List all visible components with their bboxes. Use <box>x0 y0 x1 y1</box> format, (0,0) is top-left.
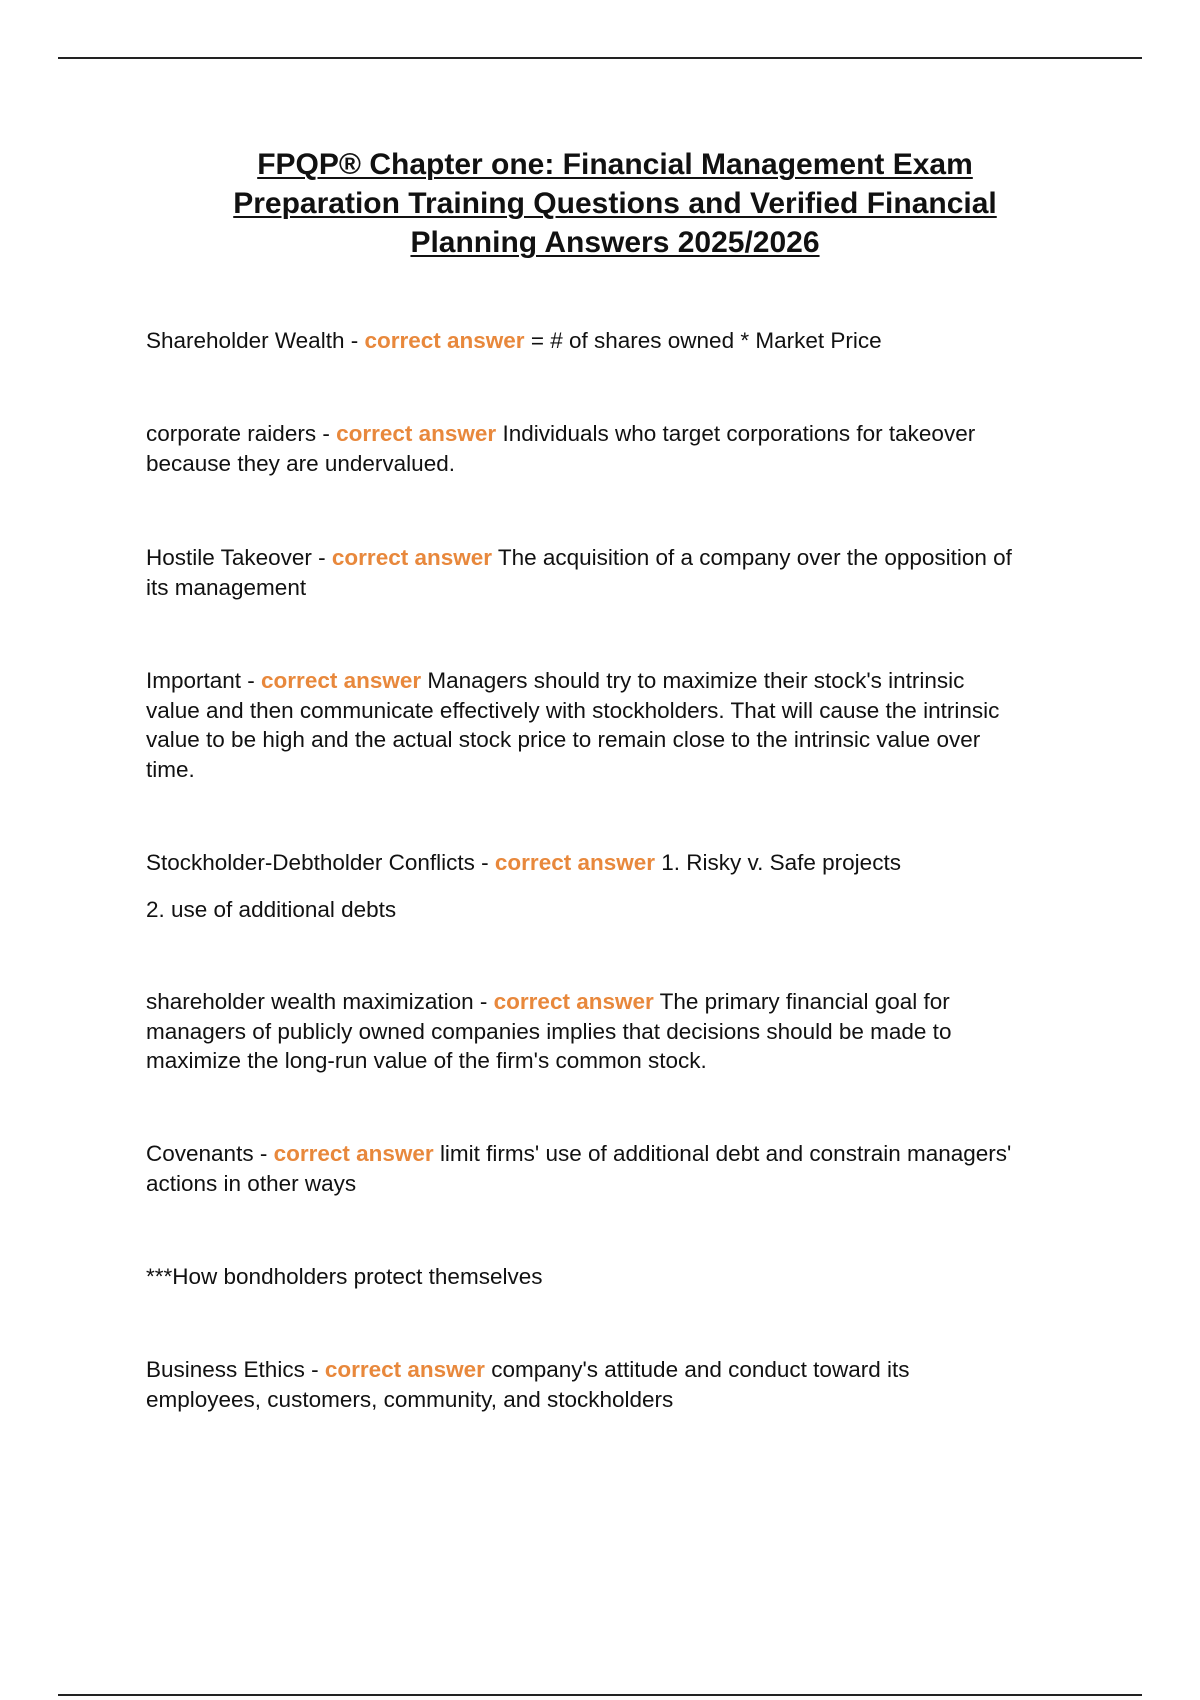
qa-entry <box>146 419 1086 478</box>
qa-entry <box>146 987 1086 1076</box>
qa-answer: The acquisition of a company over the opposition of <box>497 545 1012 570</box>
qa-answer-continuation: value and then communicate effectively with stockholders. That will cause the intrinsic <box>146 697 1000 723</box>
qa-separator: - <box>304 1357 325 1382</box>
qa-entry-note <box>146 1262 1086 1292</box>
qa-separator: - <box>344 328 365 353</box>
qa-first-line <box>146 326 1086 356</box>
qa-answer-continuation: employees, customers, community, and stockholders <box>146 1386 674 1412</box>
correct-answer-label: correct answer <box>261 668 422 693</box>
qa-term: shareholder wealth maximization <box>146 989 474 1014</box>
qa-separator: - <box>474 850 495 875</box>
qa-first-line <box>146 419 1086 449</box>
correct-answer-label: correct answer <box>336 421 497 446</box>
qa-separator: - <box>473 989 494 1014</box>
title-line: Preparation Training Questions and Verified Financial <box>233 187 997 220</box>
qa-answer-continuation: maximize the long-run value of the firm's common stock. <box>146 1048 707 1073</box>
qa-term: corporate raiders <box>146 421 317 446</box>
qa-answer: company's attitude and conduct toward its <box>491 1357 910 1382</box>
qa-first-line <box>146 1355 1086 1385</box>
qa-separator: - <box>316 421 337 446</box>
qa-entry <box>146 1139 1086 1198</box>
qa-entry <box>146 666 1086 784</box>
qa-entry-note <box>146 895 1086 925</box>
correct-answer-label: correct answer <box>331 545 493 570</box>
qa-separator: - <box>253 1141 274 1166</box>
qa-entry <box>146 1355 1086 1414</box>
document-title <box>150 145 1080 262</box>
qa-answer-continuation: because they are undervalued. <box>146 450 455 476</box>
qa-first-line <box>146 987 1086 1017</box>
qa-note-text: ***How bondholders protect themselves <box>146 1264 543 1289</box>
correct-answer-label: correct answer <box>273 1141 434 1166</box>
qa-first-line <box>146 666 1086 696</box>
qa-answer-continuation: value to be high and the actual stock price to remain close to the intrinsic value over <box>146 727 981 752</box>
title-line: Planning Answers 2025/2026 <box>410 226 820 259</box>
top-rule <box>58 57 1142 59</box>
correct-answer-label: correct answer <box>364 328 525 353</box>
qa-answer: = # of shares owned * Market Price <box>530 328 882 353</box>
qa-term: Covenants <box>146 1141 254 1166</box>
qa-entry <box>146 543 1086 602</box>
qa-answer: limit firms' use of additional debt and constrain managers' <box>439 1141 1012 1166</box>
correct-answer-label: correct answer <box>324 1357 485 1382</box>
title-line: FPQP® Chapter one: Financial Management Exam <box>257 148 973 181</box>
qa-term: Business Ethics <box>146 1357 305 1382</box>
qa-term: Hostile Takeover <box>146 545 312 570</box>
qa-entry <box>146 326 1086 356</box>
qa-first-line <box>146 1139 1086 1169</box>
qa-answer-continuation: time. <box>146 756 195 782</box>
qa-answer-continuation: actions in other ways <box>146 1170 357 1196</box>
qa-term: Important <box>146 668 242 693</box>
qa-answer: The primary financial goal for <box>659 989 950 1014</box>
qa-first-line <box>146 848 1086 878</box>
qa-first-line <box>146 543 1086 573</box>
qa-term: Shareholder Wealth <box>146 328 345 353</box>
bottom-rule <box>58 1694 1142 1696</box>
correct-answer-label: correct answer <box>494 850 656 875</box>
qa-answer: Managers should try to maximize their stock's intrinsic <box>427 668 965 693</box>
qa-term: Stockholder-Debtholder Conflicts <box>146 850 475 875</box>
qa-answer: Individuals who target corporations for takeover <box>502 421 976 446</box>
qa-separator: - <box>311 545 332 570</box>
qa-separator: - <box>241 668 262 693</box>
correct-answer-label: correct answer <box>493 989 654 1014</box>
qa-answer-continuation: managers of publicly owned companies implies that decisions should be made to <box>146 1018 952 1044</box>
qa-answer: 1. Risky v. Safe projects <box>661 850 901 875</box>
qa-entry <box>146 848 1086 878</box>
qa-note-text: 2. use of additional debts <box>146 897 397 922</box>
qa-answer-continuation: its management <box>146 574 307 600</box>
